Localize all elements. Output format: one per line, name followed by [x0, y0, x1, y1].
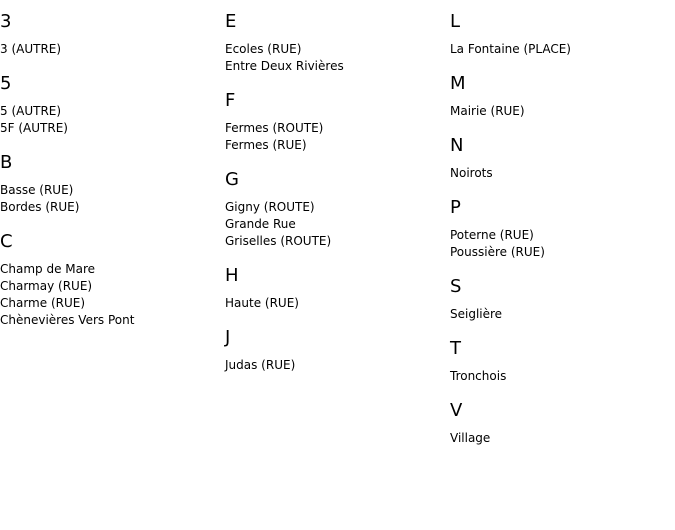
street-link[interactable]: Village: [450, 431, 491, 445]
street-link[interactable]: Basse (RUE): [0, 183, 74, 197]
street-link[interactable]: Charmay (RUE): [0, 279, 93, 293]
street-link[interactable]: Gigny (ROUTE): [225, 200, 315, 214]
street-list: [225, 199, 445, 250]
index-column-2: [225, 0, 445, 374]
index-column-1: [0, 0, 220, 329]
section-letter: F: [225, 90, 236, 111]
street-list: [450, 227, 670, 261]
section-letter: C: [0, 231, 13, 252]
street-link[interactable]: Poterne (RUE): [450, 228, 534, 242]
letter-group-f: [225, 90, 445, 154]
section-letter: 3: [0, 11, 12, 32]
street-link[interactable]: Mairie (RUE): [450, 104, 525, 118]
street-list: [225, 120, 445, 154]
street-list: [0, 41, 220, 58]
street-link[interactable]: Poussière (RUE): [450, 245, 545, 259]
street-list: [225, 357, 445, 374]
letter-group-t: [450, 338, 670, 385]
section-letter: G: [225, 169, 239, 190]
street-link[interactable]: Noirots: [450, 166, 493, 180]
street-link[interactable]: Seiglière: [450, 307, 503, 321]
section-letter: L: [450, 11, 461, 32]
street-list: [0, 103, 220, 137]
street-list: [0, 261, 220, 329]
letter-group-n: [450, 135, 670, 182]
street-list: [450, 103, 670, 120]
letter-group-e: [225, 11, 445, 75]
street-link[interactable]: Fermes (RUE): [225, 138, 307, 152]
letter-group-v: [450, 400, 670, 447]
street-link[interactable]: Grande Rue: [225, 217, 296, 231]
letter-group-h: [225, 265, 445, 312]
street-link[interactable]: Haute (RUE): [225, 296, 299, 310]
street-link[interactable]: Ecoles (RUE): [225, 42, 302, 56]
section-letter: V: [450, 400, 463, 421]
section-letter: 5: [0, 73, 12, 94]
street-link[interactable]: La Fontaine (PLACE): [450, 42, 571, 56]
section-letter: B: [0, 152, 13, 173]
letter-group-g: [225, 169, 445, 250]
letter-group-5: [0, 73, 220, 137]
street-list: [450, 368, 670, 385]
section-letter: P: [450, 197, 461, 218]
section-letter: T: [450, 338, 461, 359]
street-link[interactable]: 5 (AUTRE): [0, 104, 62, 118]
letter-group-l: [450, 11, 670, 58]
letter-group-3: [0, 11, 220, 58]
street-list: [450, 306, 670, 323]
letter-group-j: [225, 327, 445, 374]
letter-group-m: [450, 73, 670, 120]
street-list: [450, 430, 670, 447]
street-list: [450, 41, 670, 58]
street-link[interactable]: 5F (AUTRE): [0, 121, 68, 135]
section-letter: J: [225, 327, 231, 348]
letter-group-s: [450, 276, 670, 323]
letter-group-b: [0, 152, 220, 216]
street-link[interactable]: 3 (AUTRE): [0, 42, 62, 56]
street-list: [225, 295, 445, 312]
index-column-3: [450, 0, 670, 447]
street-link[interactable]: Judas (RUE): [225, 358, 296, 372]
street-link[interactable]: Charme (RUE): [0, 296, 86, 310]
street-link[interactable]: Bordes (RUE): [0, 200, 80, 214]
section-letter: E: [225, 11, 237, 32]
section-letter: H: [225, 265, 239, 286]
section-letter: N: [450, 135, 464, 156]
street-list: [225, 41, 445, 75]
letter-group-c: [0, 231, 220, 329]
street-list: [0, 182, 220, 216]
street-link[interactable]: Tronchois: [450, 369, 507, 383]
letter-group-p: [450, 197, 670, 261]
street-link[interactable]: Griselles (ROUTE): [225, 234, 332, 248]
street-link[interactable]: Fermes (ROUTE): [225, 121, 324, 135]
section-letter: M: [450, 73, 466, 94]
street-list: [450, 165, 670, 182]
street-link[interactable]: Champ de Mare: [0, 262, 96, 276]
street-link[interactable]: Chènevières Vers Pont: [0, 313, 135, 327]
street-link[interactable]: Entre Deux Rivières: [225, 59, 344, 73]
section-letter: S: [450, 276, 462, 297]
